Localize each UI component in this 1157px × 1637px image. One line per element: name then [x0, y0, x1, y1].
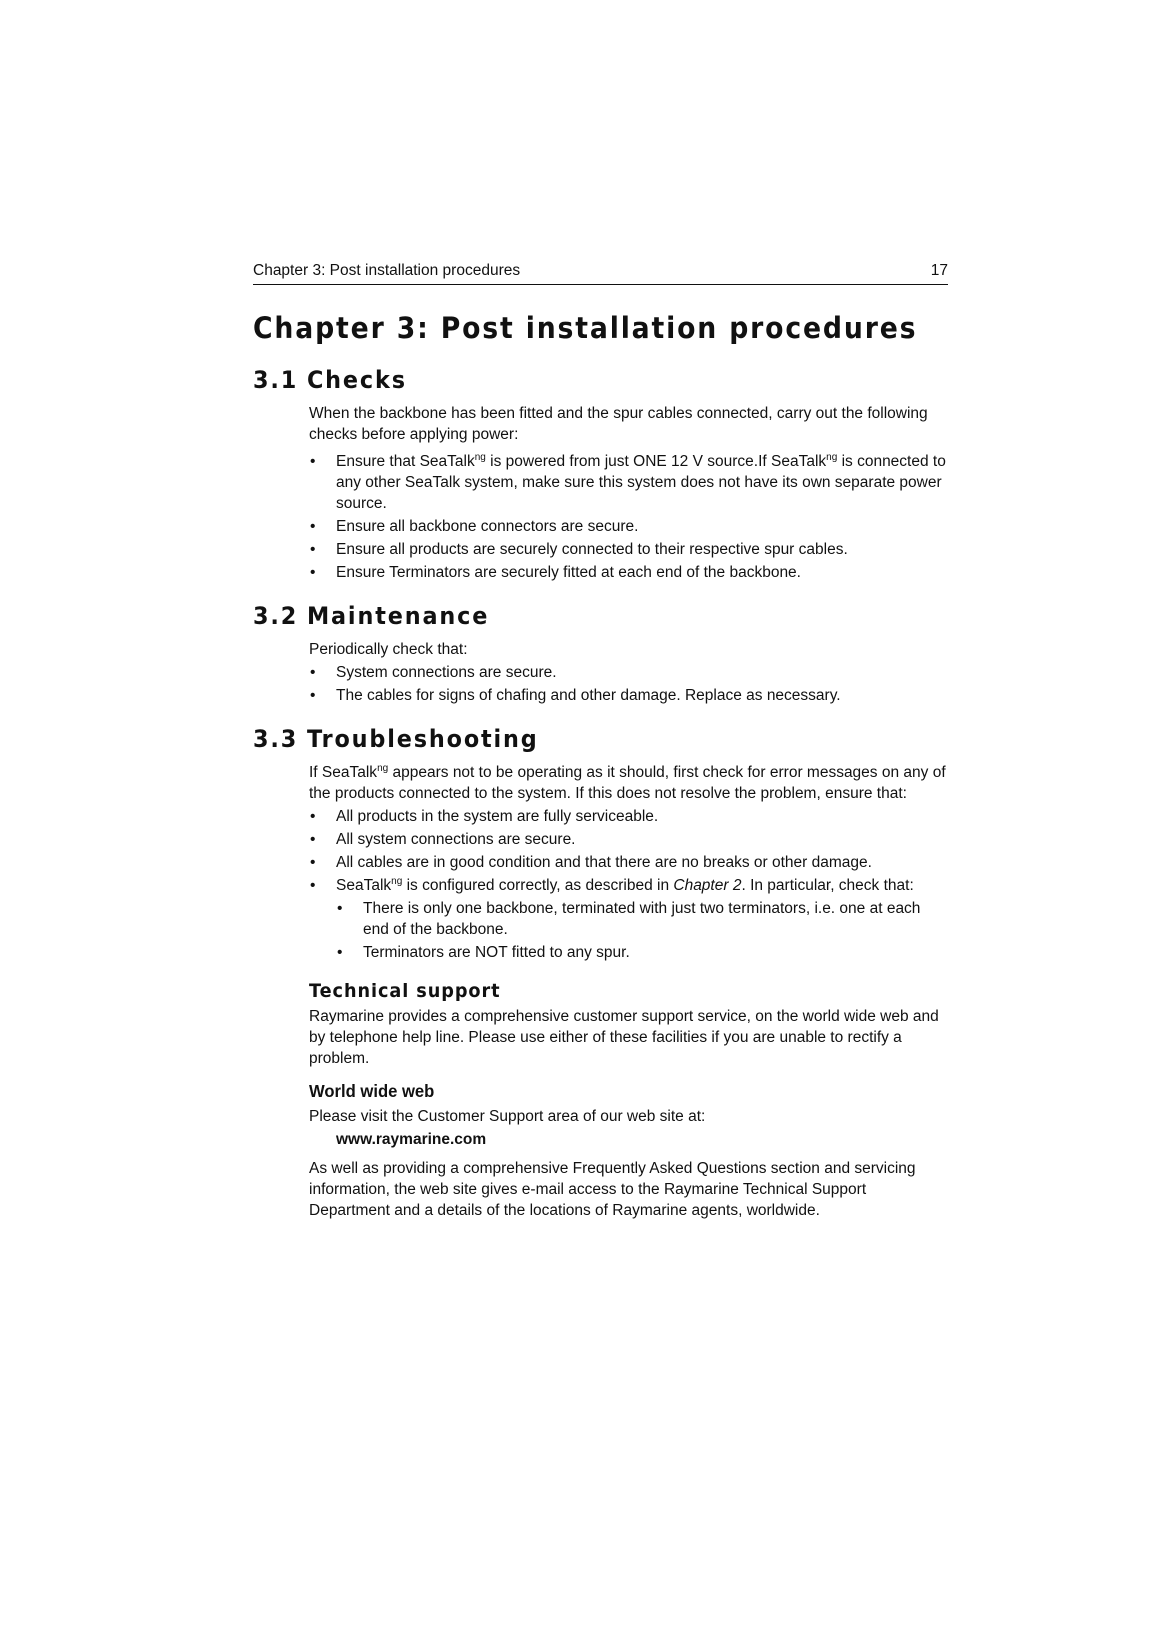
- troubleshooting-intro: If SeaTalk$^{ng}$ appears not to be operating as it should, first check for error messages on any of the products connected to the system. If this does not resolve the problem, ensure that:: [309, 763, 946, 802]
- maintenance-body: [309, 639, 948, 706]
- section-title-text: Troubleshooting: [306, 725, 539, 753]
- page: [253, 262, 948, 1221]
- technical-support-heading: Technical support: [309, 980, 501, 1002]
- running-header-title: Chapter 3: Post installation procedures: [253, 262, 521, 279]
- website-link[interactable]: www.raymarine.com: [336, 1131, 487, 1148]
- checks-list: [309, 451, 948, 583]
- troubleshooting-body: [309, 762, 948, 963]
- list-item: • Ensure Terminators are securely fitted at each end of the backbone.: [309, 562, 948, 583]
- checks-intro: When the backbone has been fitted and the spur cables connected, carry out the following checks before applying power:: [309, 405, 928, 443]
- section-number: 3.3: [253, 725, 299, 753]
- list-item: • System connections are secure.: [309, 662, 948, 683]
- list-item: • SeaTalk$^{ng}$ is configured correctly, as described in Chapter 2. In particular, check that: • There is only one backbone, terminated with just two terminators, i.e. one at each end of the backbone. • Terminators are NOT fitted to any spur.: [309, 875, 948, 963]
- section-title-troubleshooting: [253, 724, 899, 754]
- section-title-text: Checks: [306, 366, 407, 394]
- technical-support: [309, 979, 948, 1221]
- technical-support-intro: Raymarine provides a comprehensive customer support service, on the world wide web and by telephone help line. Please use either of these facilities if you are unable to rectify a problem.: [309, 1008, 939, 1067]
- section-number: 3.1: [253, 366, 299, 394]
- troubleshooting-list: [309, 806, 948, 963]
- maintenance-intro: Periodically check that:: [309, 641, 468, 658]
- list-item: • Ensure all products are securely connected to their respective spur cables.: [309, 539, 948, 560]
- section-title-checks: [253, 365, 899, 395]
- section-title-maintenance: [253, 601, 899, 631]
- list-item: • All products in the system are fully serviceable.: [309, 806, 948, 827]
- chapter-title: Chapter 3: Post installation procedures: [253, 311, 918, 345]
- chapter-reference: Chapter 2: [673, 877, 742, 894]
- checks-body: [309, 403, 948, 583]
- troubleshooting-sublist: [336, 898, 948, 963]
- list-item: • All system connections are secure.: [309, 829, 948, 850]
- section-number: 3.2: [253, 602, 299, 630]
- list-item: • Ensure all backbone connectors are secure.: [309, 516, 948, 537]
- list-item: • Terminators are NOT fitted to any spur.: [336, 942, 948, 963]
- list-item: • There is only one backbone, terminated with just two terminators, i.e. one at each end of the backbone.: [336, 898, 948, 940]
- running-header: [253, 262, 948, 285]
- section-title-text: Maintenance: [306, 602, 490, 630]
- maintenance-list: [309, 662, 948, 706]
- list-item: • All cables are in good condition and that there are no breaks or other damage.: [309, 852, 948, 873]
- page-number: 17: [930, 262, 948, 279]
- web-intro: Please visit the Customer Support area of our web site at:: [309, 1108, 706, 1125]
- web-details: As well as providing a comprehensive Frequently Asked Questions section and servicing information, the web site gives e-mail access to the Raymarine Technical Support Department and a details of the locations of Raymarine agents, worldwide.: [309, 1160, 916, 1219]
- list-item: • Ensure that SeaTalk$^{ng}$ is powered from just ONE 12 V source.If SeaTalk$^{ng}$ is connected to any other SeaTalk system, make sure this system does not have its own separate power source.: [309, 451, 948, 514]
- world-wide-web-heading: World wide web: [309, 1081, 435, 1101]
- list-item: • The cables for signs of chafing and other damage. Replace as necessary.: [309, 685, 948, 706]
